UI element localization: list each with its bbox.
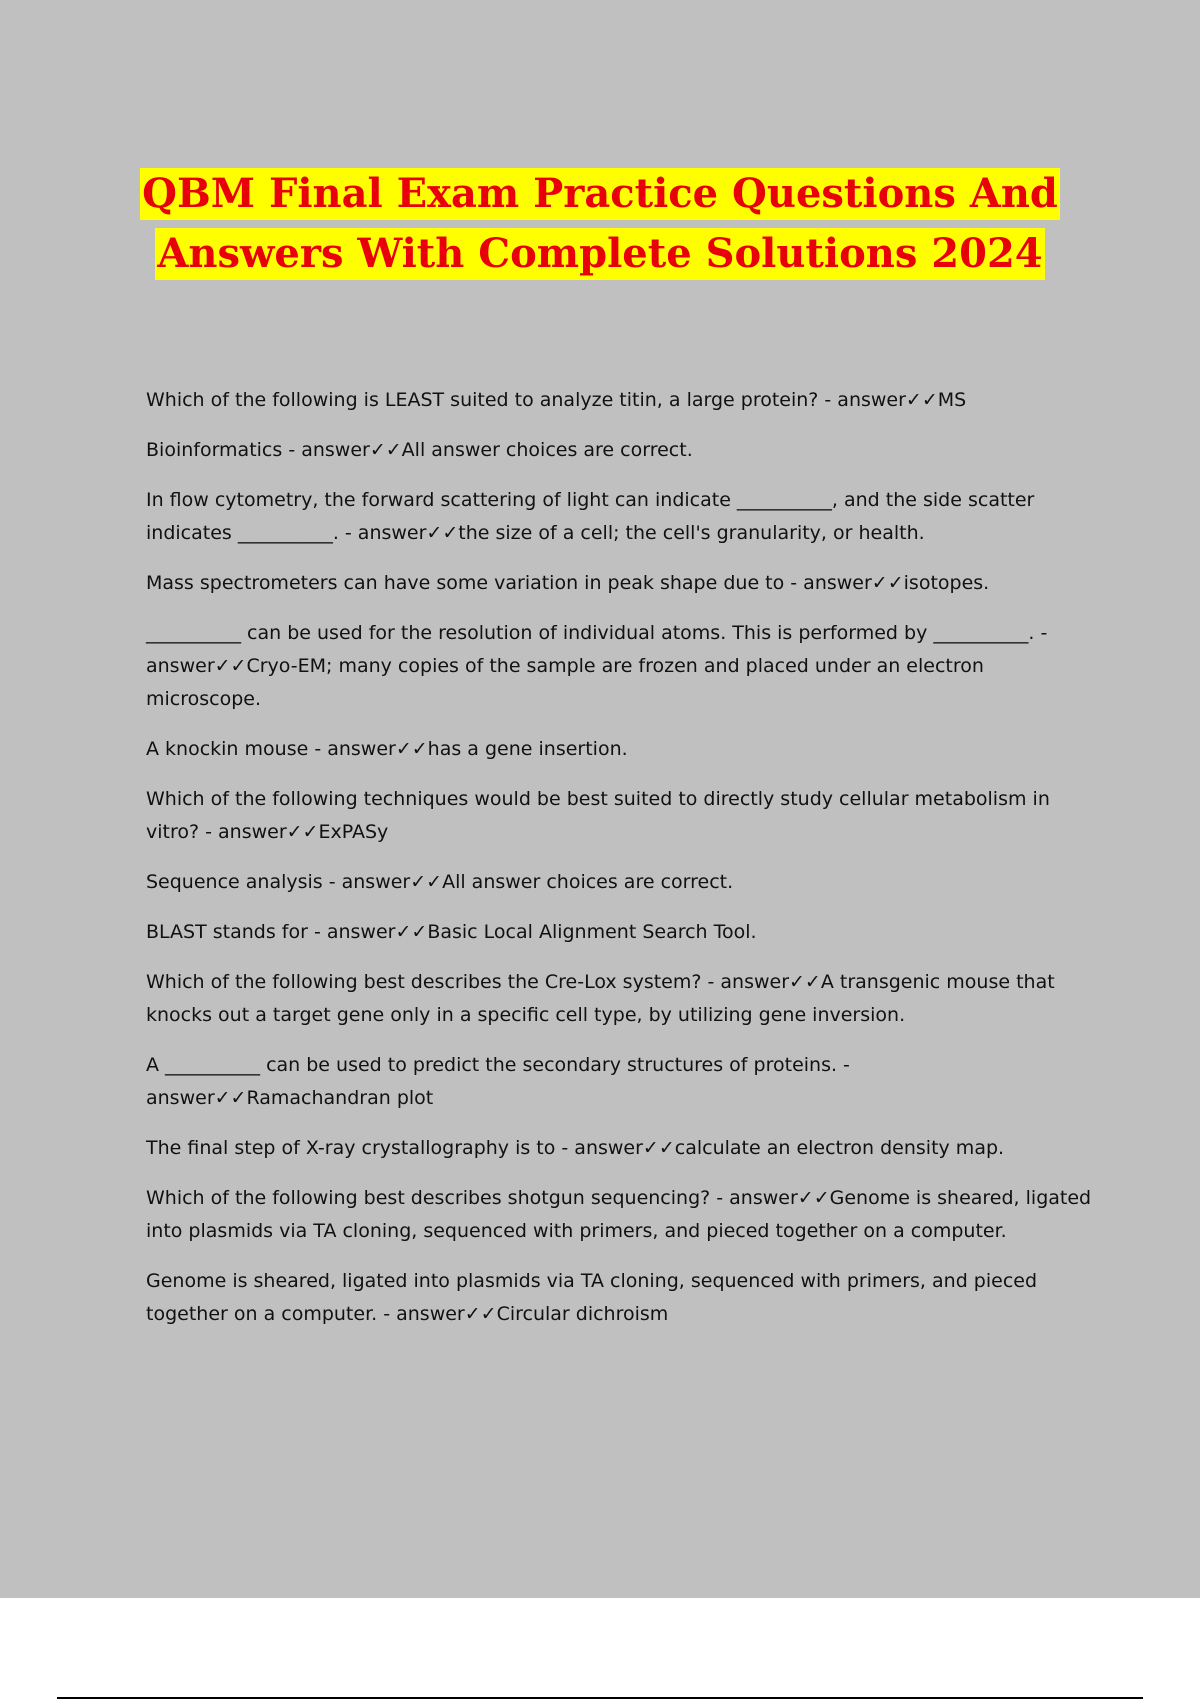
qa-list xyxy=(146,384,1096,1348)
qa-item: Which of the following best describes the Cre-Lox system? - answer✓✓A transgenic mouse that knocks out a target gene only in a specific cell type, by utilizing gene inversion. xyxy=(146,971,1055,1026)
qa-item: Which of the following best describes shotgun sequencing? - answer✓✓Genome is sheared, ligated into plasmids via TA cloning, sequenced with primers, and pieced together on a computer. xyxy=(146,1187,1092,1242)
title-line-2: Answers With Complete Solutions 2024 xyxy=(155,228,1044,280)
qa-item: Which of the following techniques would be best suited to directly study cellular metabolism in vitro? - answer✓✓ExPASy xyxy=(146,788,1050,843)
page-divider xyxy=(57,1697,1143,1699)
document-title xyxy=(0,168,1200,288)
qa-item: The final step of X-ray crystallography is to - answer✓✓calculate an electron density map. xyxy=(146,1137,1005,1159)
qa-item: BLAST stands for - answer✓✓Basic Local Alignment Search Tool. xyxy=(146,921,757,943)
qa-item: Mass spectrometers can have some variation in peak shape due to - answer✓✓isotopes. xyxy=(146,572,990,594)
qa-item: In flow cytometry, the forward scattering of light can indicate __________, and the side scatter indicates __________. - answer✓✓the size of a cell; the cell's granularity, or health. xyxy=(146,489,1035,544)
qa-item: A __________ can be used to predict the secondary structures of proteins. - answer✓✓Ramachandran plot xyxy=(146,1054,850,1109)
qa-item: __________ can be used for the resolution of individual atoms. This is performed by __________. - answer✓✓Cryo-EM; many copies of the sample are frozen and placed under an electron microscope. xyxy=(146,622,1048,710)
qa-item: Bioinformatics - answer✓✓All answer choices are correct. xyxy=(146,439,693,461)
qa-item: A knockin mouse - answer✓✓has a gene insertion. xyxy=(146,738,628,760)
qa-item: Which of the following is LEAST suited to analyze titin, a large protein? - answer✓✓MS xyxy=(146,389,967,411)
qa-item: Genome is sheared, ligated into plasmids via TA cloning, sequenced with primers, and pieced together on a computer. - answer✓✓Circular dichroism xyxy=(146,1270,1038,1325)
qa-item: Sequence analysis - answer✓✓All answer choices are correct. xyxy=(146,871,734,893)
title-line-1: QBM Final Exam Practice Questions And xyxy=(140,168,1060,220)
